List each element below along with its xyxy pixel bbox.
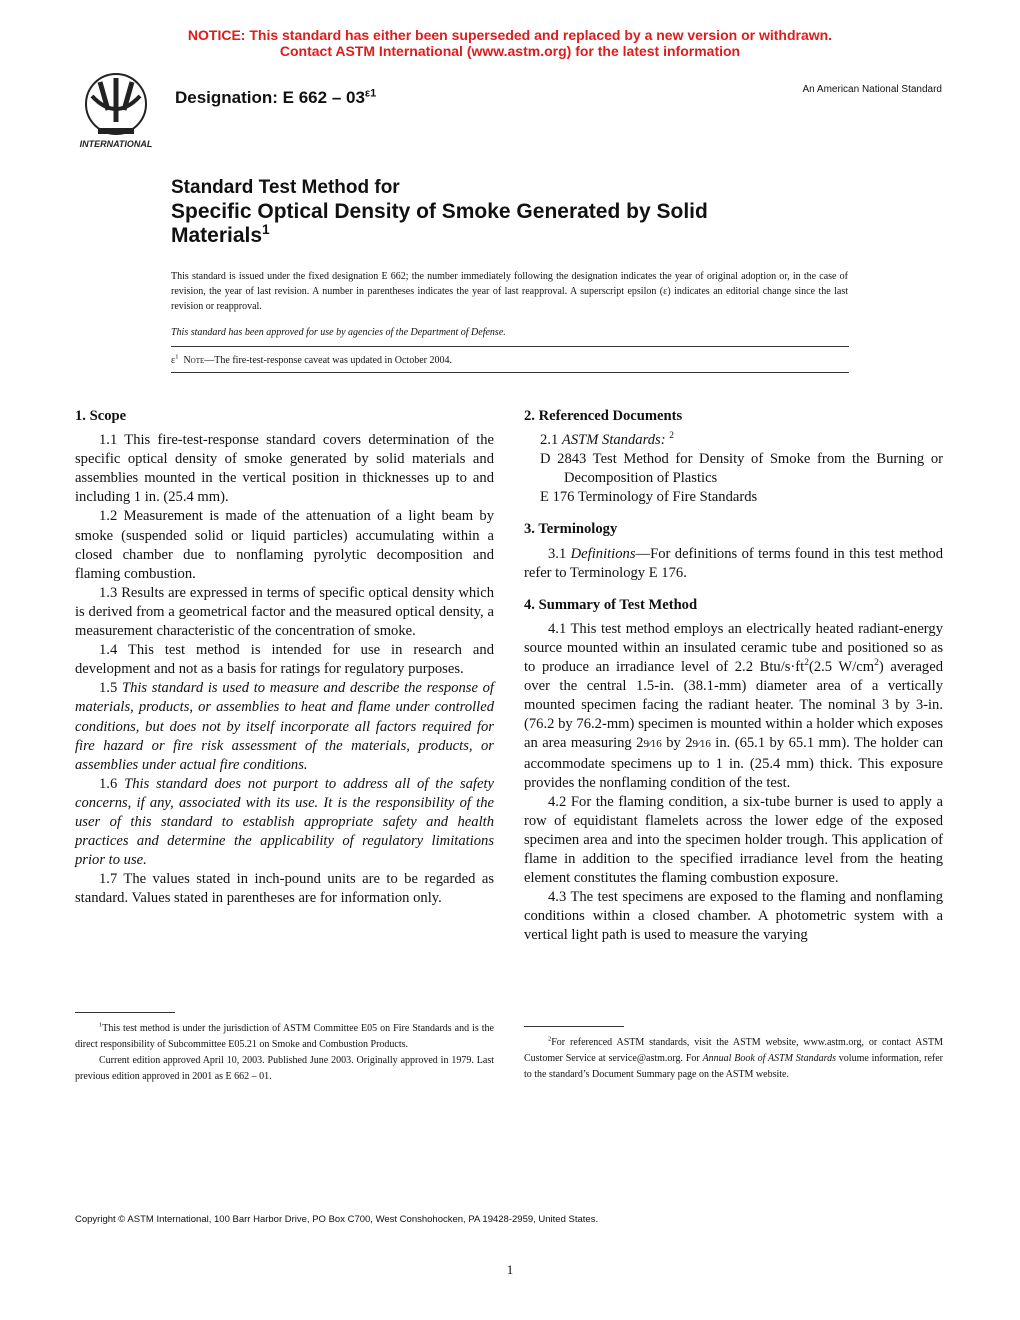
designation-text: Designation: E 662 – 03 [175, 88, 365, 107]
dod-approval: This standard has been approved for use by agencies of the Department of Defense. [171, 327, 506, 338]
para-4-2: 4.2 For the flaming condition, a six-tube burner is used to apply a row of equidistant flamelets across the lower edge of the exposed specimen area and into the specimen holder trough. This application of flame in addition to the specified irradiance level from the heating element constitutes the flaming combustion exposure. [524, 793, 943, 887]
para-1-4: 1.4 This test method is intended for use in research and development and not as a basis for ratings for regulatory purposes. [75, 642, 494, 678]
para-4-1-frac2: 9⁄16 [692, 738, 711, 751]
note-epsilon: ε [171, 355, 176, 366]
footnote-1 [75, 1021, 494, 1085]
editorial-note [171, 353, 848, 368]
para-1-6 [75, 775, 494, 870]
footnote-2-mark: 2 [548, 1035, 552, 1043]
title-footnote-mark: 1 [262, 222, 270, 237]
logo-text: INTERNATIONAL [79, 139, 153, 149]
notice-line-2: Contact ASTM International (www.astm.org) for the latest information [279, 43, 741, 59]
para-4-1-c: ) averaged over the central 1.5-in. (38.1-mm) diameter area of a vertically mounted specimen facing the radiant heater. The nominal 3 by 3-in. (76.2 by 76.2-mm) specimen is mounted within a holder which exposes an area measuring 2 [524, 659, 943, 752]
american-national-standard: An American National Standard [802, 84, 942, 95]
left-column [75, 407, 494, 908]
para-1-6-text: This standard does not purport to address all of the safety concerns, if any, associated with its use. It is the responsibility of the user of this standard to establish appropriate safety and health practices and determine the applicability of regulatory limitations prior to use. [75, 775, 494, 869]
issuance-statement: This standard is issued under the fixed designation E 662; the number immediately following the designation indicates the year of original adoption or, in the case of revision, the year of last revision. A number in parentheses indicates the year of last reapproval. A superscript epsilon (ε) indicates an editorial change since the last revision or reapproval. [171, 271, 848, 312]
para-1-1: 1.1 This fire-test-response standard covers determination of the specific optical density of smoke generated by solid materials and assemblies mounted in the vertical position in thicknesses up to and including 1 in. (25.4 mm). [75, 432, 494, 506]
astm-logo [70, 70, 162, 157]
scope-heading: 1. Scope [75, 408, 127, 424]
para-4-1-frac1: 9⁄16 [643, 738, 662, 751]
para-1-5-num: 1.5 [99, 680, 118, 697]
para-3-1-term: Definitions [570, 545, 636, 562]
terminology-heading: 3. Terminology [524, 521, 618, 538]
para-4-1-b: (2.5 W/cm [808, 659, 875, 676]
footnote-1-edition: Current edition approved April 10, 2003. Published June 2003. Originally approved in 1979. Last previous edition approved in 2001 as E 662 – 01. [75, 1055, 494, 1082]
para-2-1-num: 2.1 [540, 432, 559, 449]
footnote-2 [524, 1035, 943, 1083]
divider-top [171, 346, 849, 347]
title-line-3 [171, 223, 270, 248]
title-materials: Materials [171, 224, 263, 247]
footnote-rule-right [524, 1026, 624, 1027]
para-4-1-e: in. (65.1 by 65.1 mm). The holder can accommodate specimens up to 1 in. (25.4 mm) thick. This exposure provides the nonflaming condition of the test. [524, 735, 943, 791]
refdocs-heading: 2. Referenced Documents [524, 408, 683, 424]
para-3-1 [524, 545, 943, 583]
page-number: 1 [506, 1262, 514, 1277]
designation [175, 88, 376, 108]
ref-e176: E 176 Terminology of Fire Standards [540, 489, 758, 506]
para-4-1-d: by 2 [661, 735, 693, 752]
title-line-1: Standard Test Method for [171, 177, 400, 198]
right-column [524, 407, 943, 945]
note-label: Note [183, 355, 205, 366]
copyright: Copyright © ASTM International, 100 Barr Harbor Drive, PO Box C700, West Conshohocken, PA 19428-2959, United States. [75, 1214, 599, 1225]
note-epsilon-sup: 1 [175, 353, 179, 361]
divider-bottom [171, 372, 849, 373]
para-2-1 [524, 431, 943, 450]
ref-d2843: D 2843 Test Method for Density of Smoke from the Burning or Decomposition of Plastics [540, 451, 943, 487]
footnote-2-a: For referenced ASTM standards, visit the ASTM website, www.astm.org, or contact ASTM Customer Service at service@astm.org. For [524, 1037, 943, 1064]
designation-epsilon: ε1 [364, 87, 377, 100]
para-1-5-text: This standard is used to measure and describe the response of materials, products, or assemblies to heat and flame under controlled conditions, but does not by itself incorporate all factors required for fire hazard or fire risk assessment of the materials, products, or assemblies under actual fire conditions. [75, 680, 494, 773]
summary-heading: 4. Summary of Test Method [524, 596, 698, 613]
para-4-1-sup2: 2 [874, 658, 879, 669]
para-4-3: 4.3 The test specimens are exposed to the flaming and nonflaming conditions within a closed chamber. A photometric system with a vertical light path is used to measure the varying [524, 889, 943, 944]
footnote-2-italic: Annual Book of ASTM Standards [702, 1053, 836, 1064]
footnote-2-b: volume information, refer to the standard’s Document Summary page on the ASTM website. [524, 1053, 943, 1080]
para-2-1-sup: 2 [669, 431, 674, 442]
para-2-1-text: ASTM Standards: [561, 432, 666, 449]
footnote-1-text: This test method is under the jurisdiction of ASTM Committee E05 on Fire Standards and is the direct responsibility of Subcommittee E05.21 on Smoke and Combustion Products. [75, 1023, 494, 1050]
para-1-7: 1.7 The values stated in inch-pound units are to be regarded as standard. Values stated in parentheses are for information only. [75, 871, 494, 907]
title-line-2: Specific Optical Density of Smoke Generated by Solid [171, 200, 708, 223]
para-1-6-num: 1.6 [99, 775, 118, 792]
para-1-3: 1.3 Results are expressed in terms of specific optical density which is derived from a geometrical factor and the measured optical density, a measurement characteristic of the concentration of smoke. [75, 584, 494, 640]
para-1-5 [75, 679, 494, 774]
para-1-2: 1.2 Measurement is made of the attenuation of a light beam by smoke (suspended solid or liquid particles) accumulating within a closed chamber due to nonflaming pyrolytic decomposition and flaming combustion. [75, 508, 494, 582]
footnote-1-mark: 1 [99, 1021, 103, 1029]
notice-line-1: NOTICE: This standard has either been superseded and replaced by a new version or withdrawn. [187, 27, 833, 43]
para-4-1 [524, 620, 943, 793]
para-4-1-sup1: 2 [804, 658, 809, 669]
para-4-1-a: 4.1 This test method employs an electrically heated radiant-energy source mounted within an insulated ceramic tube and positioned so as to produce an irradiance level of 2.2 Btu/s·ft [524, 620, 943, 676]
note-text: —The fire-test-response caveat was updated in October 2004. [204, 355, 452, 366]
para-3-1-num: 3.1 [548, 545, 567, 562]
footnote-rule-left [75, 1012, 175, 1013]
para-3-1-text: —For definitions of terms found in this test method refer to Terminology E 176. [524, 545, 943, 581]
